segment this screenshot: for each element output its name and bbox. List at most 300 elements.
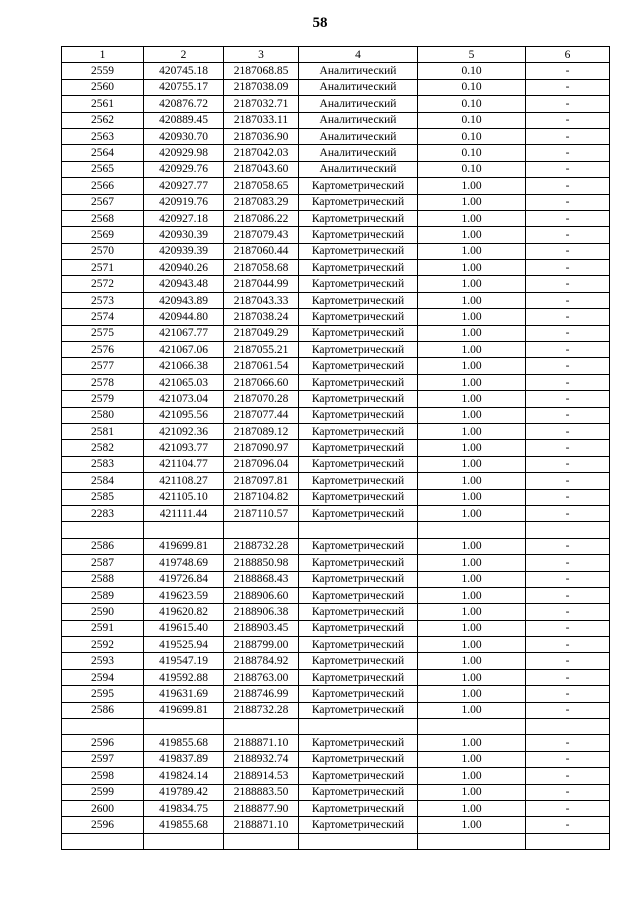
note-cell: -	[526, 604, 610, 620]
method-cell: Картометрический	[299, 473, 418, 489]
point-number-cell: 2587	[62, 555, 144, 571]
y-coordinate-cell	[224, 719, 299, 735]
point-number-cell: 2585	[62, 489, 144, 505]
accuracy-cell: 1.00	[418, 637, 526, 653]
method-cell: Картометрический	[299, 489, 418, 505]
table-row	[62, 784, 610, 800]
method-cell: Аналитический	[299, 63, 418, 79]
table-row	[62, 538, 610, 554]
note-cell: -	[526, 489, 610, 505]
y-coordinate-cell: 2187068.85	[224, 63, 299, 79]
x-coordinate-cell: 420929.98	[144, 145, 224, 161]
table-row	[62, 374, 610, 390]
x-coordinate-cell: 421105.10	[144, 489, 224, 505]
method-cell: Картометрический	[299, 391, 418, 407]
table-body	[62, 63, 610, 850]
x-coordinate-cell: 420755.17	[144, 79, 224, 95]
x-coordinate-cell: 420927.18	[144, 210, 224, 226]
table-row	[62, 309, 610, 325]
point-number-cell: 2600	[62, 800, 144, 816]
note-cell: -	[526, 194, 610, 210]
table-row	[62, 178, 610, 194]
table-row	[62, 358, 610, 374]
x-coordinate-cell: 419623.59	[144, 587, 224, 603]
table-row	[62, 817, 610, 833]
x-coordinate-cell: 420876.72	[144, 96, 224, 112]
method-cell: Картометрический	[299, 653, 418, 669]
method-cell: Картометрический	[299, 735, 418, 751]
accuracy-cell: 1.00	[418, 768, 526, 784]
x-coordinate-cell: 419837.89	[144, 751, 224, 767]
table-row	[62, 194, 610, 210]
point-number-cell: 2582	[62, 440, 144, 456]
method-cell: Картометрический	[299, 358, 418, 374]
y-coordinate-cell: 2187036.90	[224, 128, 299, 144]
point-number-cell: 2577	[62, 358, 144, 374]
accuracy-cell: 1.00	[418, 325, 526, 341]
y-coordinate-cell: 2187043.60	[224, 161, 299, 177]
x-coordinate-cell: 419615.40	[144, 620, 224, 636]
x-coordinate-cell	[144, 719, 224, 735]
table-row	[62, 456, 610, 472]
accuracy-cell: 0.10	[418, 145, 526, 161]
method-cell: Картометрический	[299, 210, 418, 226]
accuracy-cell	[418, 522, 526, 538]
x-coordinate-cell	[144, 522, 224, 538]
x-coordinate-cell: 420745.18	[144, 63, 224, 79]
y-coordinate-cell: 2188732.28	[224, 538, 299, 554]
accuracy-cell: 1.00	[418, 686, 526, 702]
method-cell: Картометрический	[299, 587, 418, 603]
note-cell: -	[526, 702, 610, 718]
x-coordinate-cell: 419699.81	[144, 702, 224, 718]
note-cell: -	[526, 440, 610, 456]
note-cell: -	[526, 571, 610, 587]
x-coordinate-cell: 420919.76	[144, 194, 224, 210]
note-cell: -	[526, 260, 610, 276]
y-coordinate-cell: 2188732.28	[224, 702, 299, 718]
y-coordinate-cell: 2187089.12	[224, 423, 299, 439]
accuracy-cell: 1.00	[418, 784, 526, 800]
accuracy-cell: 1.00	[418, 817, 526, 833]
coordinates-table	[61, 46, 610, 850]
method-cell: Картометрический	[299, 309, 418, 325]
x-coordinate-cell: 419592.88	[144, 669, 224, 685]
y-coordinate-cell: 2187079.43	[224, 227, 299, 243]
note-cell	[526, 719, 610, 735]
point-number-cell: 2586	[62, 538, 144, 554]
method-cell: Картометрический	[299, 686, 418, 702]
point-number-cell: 2596	[62, 735, 144, 751]
y-coordinate-cell: 2187044.99	[224, 276, 299, 292]
point-number-cell	[62, 719, 144, 735]
x-coordinate-cell: 419699.81	[144, 538, 224, 554]
point-number-cell: 2573	[62, 292, 144, 308]
point-number-cell: 2560	[62, 79, 144, 95]
accuracy-cell: 1.00	[418, 702, 526, 718]
point-number-cell: 2579	[62, 391, 144, 407]
method-cell: Картометрический	[299, 456, 418, 472]
note-cell: -	[526, 637, 610, 653]
method-cell: Картометрический	[299, 784, 418, 800]
x-coordinate-cell: 419726.84	[144, 571, 224, 587]
method-cell: Картометрический	[299, 637, 418, 653]
accuracy-cell: 1.00	[418, 210, 526, 226]
note-cell: -	[526, 325, 610, 341]
method-cell: Аналитический	[299, 128, 418, 144]
method-cell: Картометрический	[299, 702, 418, 718]
table-row	[62, 555, 610, 571]
accuracy-cell: 1.00	[418, 669, 526, 685]
table-row	[62, 260, 610, 276]
point-number-cell: 2581	[62, 423, 144, 439]
accuracy-cell: 1.00	[418, 587, 526, 603]
accuracy-cell: 0.10	[418, 161, 526, 177]
point-number-cell: 2564	[62, 145, 144, 161]
method-cell: Картометрический	[299, 604, 418, 620]
point-number-cell: 2593	[62, 653, 144, 669]
note-cell: -	[526, 751, 610, 767]
note-cell: -	[526, 669, 610, 685]
point-number-cell: 2590	[62, 604, 144, 620]
accuracy-cell	[418, 719, 526, 735]
y-coordinate-cell: 2187096.04	[224, 456, 299, 472]
x-coordinate-cell: 420943.48	[144, 276, 224, 292]
note-cell	[526, 522, 610, 538]
accuracy-cell: 1.00	[418, 489, 526, 505]
accuracy-cell: 1.00	[418, 571, 526, 587]
method-cell: Картометрический	[299, 440, 418, 456]
method-cell: Картометрический	[299, 538, 418, 554]
x-coordinate-cell: 421065.03	[144, 374, 224, 390]
y-coordinate-cell: 2188914.53	[224, 768, 299, 784]
y-coordinate-cell: 2187083.29	[224, 194, 299, 210]
x-coordinate-cell: 419525.94	[144, 637, 224, 653]
point-number-cell: 2571	[62, 260, 144, 276]
point-number-cell: 2562	[62, 112, 144, 128]
y-coordinate-cell: 2187038.09	[224, 79, 299, 95]
note-cell: -	[526, 276, 610, 292]
table-row	[62, 702, 610, 718]
table-row	[62, 473, 610, 489]
y-coordinate-cell: 2187097.81	[224, 473, 299, 489]
table-row	[62, 407, 610, 423]
accuracy-cell: 1.00	[418, 358, 526, 374]
table-row	[62, 440, 610, 456]
x-coordinate-cell: 419834.75	[144, 800, 224, 816]
point-number-cell: 2599	[62, 784, 144, 800]
note-cell: -	[526, 587, 610, 603]
method-cell: Аналитический	[299, 112, 418, 128]
point-number-cell: 2598	[62, 768, 144, 784]
y-coordinate-cell: 2188877.90	[224, 800, 299, 816]
table-row	[62, 653, 610, 669]
method-cell: Картометрический	[299, 751, 418, 767]
note-cell: -	[526, 653, 610, 669]
x-coordinate-cell: 421093.77	[144, 440, 224, 456]
y-coordinate-cell: 2188903.45	[224, 620, 299, 636]
y-coordinate-cell: 2187032.71	[224, 96, 299, 112]
y-coordinate-cell	[224, 833, 299, 849]
accuracy-cell: 1.00	[418, 342, 526, 358]
method-cell: Аналитический	[299, 161, 418, 177]
y-coordinate-cell: 2187090.97	[224, 440, 299, 456]
x-coordinate-cell: 421095.56	[144, 407, 224, 423]
method-cell: Аналитический	[299, 79, 418, 95]
note-cell: -	[526, 784, 610, 800]
point-number-cell: 2586	[62, 702, 144, 718]
method-cell: Аналитический	[299, 96, 418, 112]
y-coordinate-cell: 2187058.68	[224, 260, 299, 276]
x-coordinate-cell: 420943.89	[144, 292, 224, 308]
x-coordinate-cell: 419789.42	[144, 784, 224, 800]
accuracy-cell: 1.00	[418, 260, 526, 276]
table-row	[62, 620, 610, 636]
y-coordinate-cell: 2188850.98	[224, 555, 299, 571]
method-cell: Картометрический	[299, 194, 418, 210]
y-coordinate-cell: 2187049.29	[224, 325, 299, 341]
accuracy-cell: 1.00	[418, 473, 526, 489]
method-cell: Картометрический	[299, 260, 418, 276]
note-cell: -	[526, 686, 610, 702]
point-number-cell: 2567	[62, 194, 144, 210]
point-number-cell: 2580	[62, 407, 144, 423]
table-row	[62, 210, 610, 226]
x-coordinate-cell: 421104.77	[144, 456, 224, 472]
note-cell: -	[526, 407, 610, 423]
note-cell: -	[526, 538, 610, 554]
accuracy-cell: 1.00	[418, 292, 526, 308]
table-row	[62, 686, 610, 702]
y-coordinate-cell: 2188906.38	[224, 604, 299, 620]
point-number-cell	[62, 522, 144, 538]
table-row	[62, 342, 610, 358]
note-cell: -	[526, 473, 610, 489]
point-number-cell: 2561	[62, 96, 144, 112]
method-cell: Картометрический	[299, 227, 418, 243]
table-row	[62, 79, 610, 95]
accuracy-cell: 0.10	[418, 96, 526, 112]
note-cell: -	[526, 391, 610, 407]
table-row	[62, 489, 610, 505]
table-row	[62, 391, 610, 407]
accuracy-cell: 1.00	[418, 423, 526, 439]
accuracy-cell: 1.00	[418, 407, 526, 423]
table-row	[62, 800, 610, 816]
y-coordinate-cell: 2187043.33	[224, 292, 299, 308]
note-cell: -	[526, 292, 610, 308]
x-coordinate-cell: 420927.77	[144, 178, 224, 194]
point-number-cell	[62, 833, 144, 849]
point-number-cell: 2574	[62, 309, 144, 325]
point-number-cell: 2570	[62, 243, 144, 259]
blank-separator-row	[62, 833, 610, 849]
point-number-cell: 2566	[62, 178, 144, 194]
point-number-cell: 2569	[62, 227, 144, 243]
note-cell: -	[526, 243, 610, 259]
accuracy-cell: 1.00	[418, 391, 526, 407]
x-coordinate-cell: 421092.36	[144, 423, 224, 439]
accuracy-cell: 1.00	[418, 440, 526, 456]
y-coordinate-cell: 2187038.24	[224, 309, 299, 325]
y-coordinate-cell: 2188906.60	[224, 587, 299, 603]
table-row	[62, 735, 610, 751]
note-cell: -	[526, 505, 610, 521]
note-cell: -	[526, 112, 610, 128]
accuracy-cell: 1.00	[418, 555, 526, 571]
method-cell: Картометрический	[299, 374, 418, 390]
note-cell: -	[526, 620, 610, 636]
accuracy-cell: 1.00	[418, 374, 526, 390]
method-cell	[299, 522, 418, 538]
accuracy-cell: 1.00	[418, 505, 526, 521]
table-row	[62, 505, 610, 521]
accuracy-cell: 1.00	[418, 178, 526, 194]
x-coordinate-cell: 419547.19	[144, 653, 224, 669]
x-coordinate-cell: 421066.38	[144, 358, 224, 374]
table-row	[62, 604, 610, 620]
method-cell: Картометрический	[299, 768, 418, 784]
point-number-cell: 2584	[62, 473, 144, 489]
method-cell: Картометрический	[299, 178, 418, 194]
accuracy-cell: 0.10	[418, 112, 526, 128]
point-number-cell: 2576	[62, 342, 144, 358]
x-coordinate-cell	[144, 833, 224, 849]
table-row	[62, 112, 610, 128]
method-cell: Картометрический	[299, 276, 418, 292]
point-number-cell: 2597	[62, 751, 144, 767]
x-coordinate-cell: 420930.39	[144, 227, 224, 243]
method-cell	[299, 719, 418, 735]
page-number: 58	[312, 15, 328, 31]
note-cell: -	[526, 768, 610, 784]
table-row	[62, 96, 610, 112]
note-cell: -	[526, 358, 610, 374]
point-number-cell: 2596	[62, 817, 144, 833]
point-number-cell: 2583	[62, 456, 144, 472]
note-cell: -	[526, 145, 610, 161]
x-coordinate-cell: 421073.04	[144, 391, 224, 407]
y-coordinate-cell: 2188883.50	[224, 784, 299, 800]
accuracy-cell: 1.00	[418, 604, 526, 620]
blank-separator-row	[62, 719, 610, 735]
point-number-cell: 2565	[62, 161, 144, 177]
note-cell: -	[526, 79, 610, 95]
y-coordinate-cell: 2188799.00	[224, 637, 299, 653]
table-row	[62, 751, 610, 767]
point-number-cell: 2588	[62, 571, 144, 587]
note-cell: -	[526, 374, 610, 390]
method-cell: Картометрический	[299, 669, 418, 685]
note-cell: -	[526, 96, 610, 112]
accuracy-cell: 1.00	[418, 538, 526, 554]
accuracy-cell: 1.00	[418, 620, 526, 636]
x-coordinate-cell: 421111.44	[144, 505, 224, 521]
x-coordinate-cell: 421067.06	[144, 342, 224, 358]
y-coordinate-cell: 2187070.28	[224, 391, 299, 407]
accuracy-cell: 0.10	[418, 79, 526, 95]
y-coordinate-cell: 2187061.54	[224, 358, 299, 374]
x-coordinate-cell: 420929.76	[144, 161, 224, 177]
x-coordinate-cell: 419855.68	[144, 735, 224, 751]
table-row	[62, 161, 610, 177]
y-coordinate-cell: 2187086.22	[224, 210, 299, 226]
y-coordinate-cell	[224, 522, 299, 538]
accuracy-cell: 1.00	[418, 243, 526, 259]
accuracy-cell: 1.00	[418, 276, 526, 292]
accuracy-cell: 1.00	[418, 653, 526, 669]
x-coordinate-cell: 419620.82	[144, 604, 224, 620]
note-cell: -	[526, 128, 610, 144]
x-coordinate-cell: 420889.45	[144, 112, 224, 128]
method-cell: Картометрический	[299, 292, 418, 308]
y-coordinate-cell: 2187066.60	[224, 374, 299, 390]
accuracy-cell: 0.10	[418, 128, 526, 144]
y-coordinate-cell: 2187055.21	[224, 342, 299, 358]
y-coordinate-cell: 2187058.65	[224, 178, 299, 194]
point-number-cell: 2592	[62, 637, 144, 653]
x-coordinate-cell: 420944.80	[144, 309, 224, 325]
method-cell: Картометрический	[299, 817, 418, 833]
point-number-cell: 2591	[62, 620, 144, 636]
y-coordinate-cell: 2188871.10	[224, 817, 299, 833]
column-header: 1	[62, 47, 144, 63]
note-cell: -	[526, 227, 610, 243]
point-number-cell: 2578	[62, 374, 144, 390]
accuracy-cell: 1.00	[418, 735, 526, 751]
note-cell: -	[526, 161, 610, 177]
note-cell: -	[526, 63, 610, 79]
note-cell: -	[526, 342, 610, 358]
x-coordinate-cell: 419824.14	[144, 768, 224, 784]
table-row	[62, 587, 610, 603]
table-row	[62, 292, 610, 308]
x-coordinate-cell: 419748.69	[144, 555, 224, 571]
point-number-cell: 2563	[62, 128, 144, 144]
note-cell: -	[526, 210, 610, 226]
x-coordinate-cell: 419631.69	[144, 686, 224, 702]
point-number-cell: 2575	[62, 325, 144, 341]
method-cell: Картометрический	[299, 571, 418, 587]
x-coordinate-cell: 421067.77	[144, 325, 224, 341]
point-number-cell: 2594	[62, 669, 144, 685]
accuracy-cell: 1.00	[418, 309, 526, 325]
point-number-cell: 2568	[62, 210, 144, 226]
table-row	[62, 423, 610, 439]
note-cell: -	[526, 178, 610, 194]
column-header: 3	[224, 47, 299, 63]
table-row	[62, 637, 610, 653]
x-coordinate-cell: 420940.26	[144, 260, 224, 276]
note-cell	[526, 833, 610, 849]
note-cell: -	[526, 735, 610, 751]
method-cell: Аналитический	[299, 145, 418, 161]
method-cell: Картометрический	[299, 325, 418, 341]
accuracy-cell: 0.10	[418, 63, 526, 79]
y-coordinate-cell: 2188871.10	[224, 735, 299, 751]
accuracy-cell: 1.00	[418, 456, 526, 472]
y-coordinate-cell: 2187033.11	[224, 112, 299, 128]
table-header-row	[62, 47, 610, 63]
table-row	[62, 669, 610, 685]
note-cell: -	[526, 309, 610, 325]
x-coordinate-cell: 421108.27	[144, 473, 224, 489]
point-number-cell: 2595	[62, 686, 144, 702]
accuracy-cell	[418, 833, 526, 849]
y-coordinate-cell: 2188763.00	[224, 669, 299, 685]
accuracy-cell: 1.00	[418, 227, 526, 243]
point-number-cell: 2572	[62, 276, 144, 292]
